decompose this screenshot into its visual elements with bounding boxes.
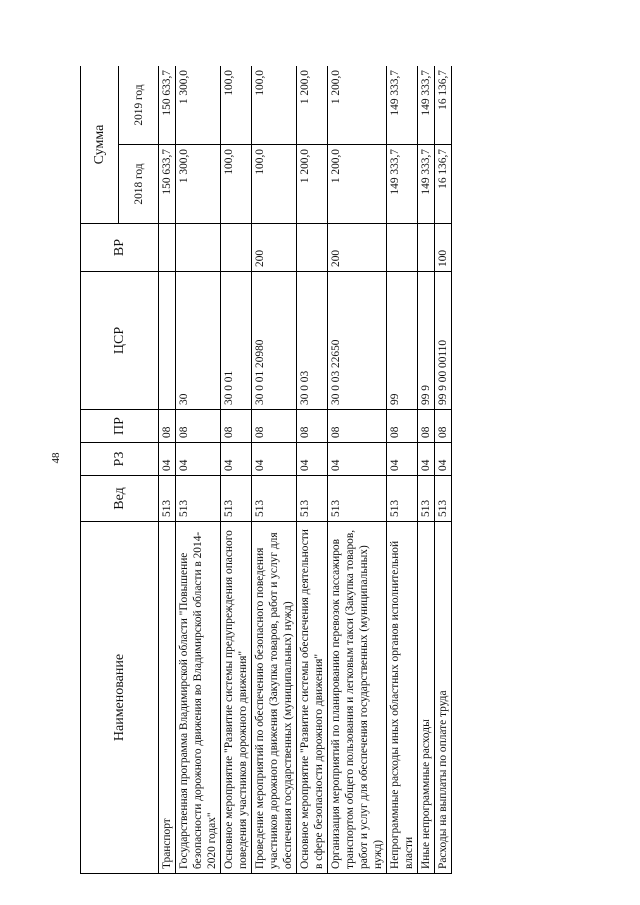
cell-ved: 513 bbox=[252, 476, 297, 522]
cell-2019: 16 136,7 bbox=[435, 66, 452, 145]
cell-rz: 04 bbox=[387, 443, 418, 476]
cell-2019: 1 200,0 bbox=[328, 66, 387, 145]
cell-csr: 99 bbox=[387, 272, 418, 410]
cell-vr bbox=[221, 224, 252, 272]
header-year-2018: 2018 год bbox=[119, 145, 159, 224]
cell-2018: 149 333,7 bbox=[418, 145, 435, 224]
cell-2019: 100,0 bbox=[252, 66, 297, 145]
table-row bbox=[297, 66, 328, 874]
page-number: 48 bbox=[50, 452, 62, 464]
cell-2019: 150 633,7 bbox=[159, 66, 176, 145]
cell-rz: 04 bbox=[252, 443, 297, 476]
cell-name: Проведение мероприятий по обеспечению безопасного поведения участников дорожного движения (Закупка товаров, работ и услуг для обеспечения государственных (муниципальных) нужд) bbox=[252, 522, 297, 874]
cell-pr: 08 bbox=[387, 410, 418, 443]
cell-2018: 1 200,0 bbox=[328, 145, 387, 224]
cell-pr: 08 bbox=[159, 410, 176, 443]
cell-csr: 99 9 00 00110 bbox=[435, 272, 452, 410]
header-pr: ПР bbox=[81, 410, 159, 443]
header-csr: ЦСР bbox=[81, 272, 159, 410]
table-row bbox=[252, 66, 297, 874]
cell-vr bbox=[418, 224, 435, 272]
cell-pr: 08 bbox=[221, 410, 252, 443]
cell-pr: 08 bbox=[435, 410, 452, 443]
cell-name: Иные непрограммные расходы bbox=[418, 522, 435, 874]
header-year-2019: 2019 год bbox=[119, 66, 159, 145]
cell-csr: 30 0 01 bbox=[221, 272, 252, 410]
cell-csr: 30 0 01 20980 bbox=[252, 272, 297, 410]
cell-csr: 30 0 03 bbox=[297, 272, 328, 410]
cell-name: Транспорт bbox=[159, 522, 176, 874]
cell-2019: 149 333,7 bbox=[418, 66, 435, 145]
cell-vr: 100 bbox=[435, 224, 452, 272]
table-row bbox=[328, 66, 387, 874]
cell-2018: 16 136,7 bbox=[435, 145, 452, 224]
cell-csr: 30 bbox=[176, 272, 221, 410]
header-name: Наименование bbox=[81, 522, 159, 874]
header-rz: РЗ bbox=[81, 443, 159, 476]
header-ved: Вед bbox=[81, 476, 159, 522]
cell-rz: 04 bbox=[159, 443, 176, 476]
header-vr: ВР bbox=[81, 224, 159, 272]
cell-2019: 1 300,0 bbox=[176, 66, 221, 145]
cell-ved: 513 bbox=[418, 476, 435, 522]
table-row bbox=[418, 66, 435, 874]
cell-2018: 1 300,0 bbox=[176, 145, 221, 224]
cell-name: Непрограммные расходы иных областных органов исполнительной власти bbox=[387, 522, 418, 874]
cell-2018: 149 333,7 bbox=[387, 145, 418, 224]
cell-vr: 200 bbox=[252, 224, 297, 272]
table-row bbox=[435, 66, 452, 874]
table-body bbox=[159, 66, 452, 874]
cell-2018: 1 200,0 bbox=[297, 145, 328, 224]
cell-name: Организация мероприятий по планированию перевозок пассажиров транспортом общего пользования и легковым такси (Закупка товаров, работ и услуг для обеспечения государственных (муниципальных) нужд) bbox=[328, 522, 387, 874]
cell-2018: 100,0 bbox=[221, 145, 252, 224]
cell-ved: 513 bbox=[387, 476, 418, 522]
cell-name: Расходы на выплаты по оплате труда bbox=[435, 522, 452, 874]
cell-rz: 04 bbox=[176, 443, 221, 476]
cell-name: Основное мероприятие "Развитие системы обеспечения деятельности в сфере безопасности дорожного движения" bbox=[297, 522, 328, 874]
cell-ved: 513 bbox=[159, 476, 176, 522]
cell-pr: 08 bbox=[176, 410, 221, 443]
cell-rz: 04 bbox=[418, 443, 435, 476]
cell-csr: 30 0 03 22650 bbox=[328, 272, 387, 410]
cell-2018: 100,0 bbox=[252, 145, 297, 224]
cell-ved: 513 bbox=[297, 476, 328, 522]
cell-2019: 100,0 bbox=[221, 66, 252, 145]
cell-vr bbox=[176, 224, 221, 272]
cell-pr: 08 bbox=[252, 410, 297, 443]
cell-2019: 149 333,7 bbox=[387, 66, 418, 145]
cell-name: Основное мероприятие "Развитие системы предупреждения опасного поведения участников дорожного движения" bbox=[221, 522, 252, 874]
cell-vr bbox=[159, 224, 176, 272]
cell-csr bbox=[159, 272, 176, 410]
cell-ved: 513 bbox=[435, 476, 452, 522]
cell-ved: 513 bbox=[221, 476, 252, 522]
cell-vr bbox=[387, 224, 418, 272]
cell-2019: 1 200,0 bbox=[297, 66, 328, 145]
cell-csr: 99 9 bbox=[418, 272, 435, 410]
header-sum: Сумма bbox=[81, 66, 119, 224]
cell-2018: 150 633,7 bbox=[159, 145, 176, 224]
cell-name: Государственная программа Владимирской области "Повышение безопасности дорожного движения во Владимирской области в 2014-2020 годах" bbox=[176, 522, 221, 874]
cell-rz: 04 bbox=[297, 443, 328, 476]
budget-table bbox=[80, 66, 452, 874]
table-row bbox=[221, 66, 252, 874]
cell-pr: 08 bbox=[297, 410, 328, 443]
table-row bbox=[176, 66, 221, 874]
cell-pr: 08 bbox=[418, 410, 435, 443]
rotated-budget-table-container bbox=[80, 66, 590, 874]
cell-vr bbox=[297, 224, 328, 272]
cell-rz: 04 bbox=[221, 443, 252, 476]
cell-ved: 513 bbox=[328, 476, 387, 522]
cell-vr: 200 bbox=[328, 224, 387, 272]
cell-rz: 04 bbox=[328, 443, 387, 476]
table-row bbox=[159, 66, 176, 874]
cell-rz: 04 bbox=[435, 443, 452, 476]
cell-pr: 08 bbox=[328, 410, 387, 443]
cell-ved: 513 bbox=[176, 476, 221, 522]
table-row bbox=[387, 66, 418, 874]
